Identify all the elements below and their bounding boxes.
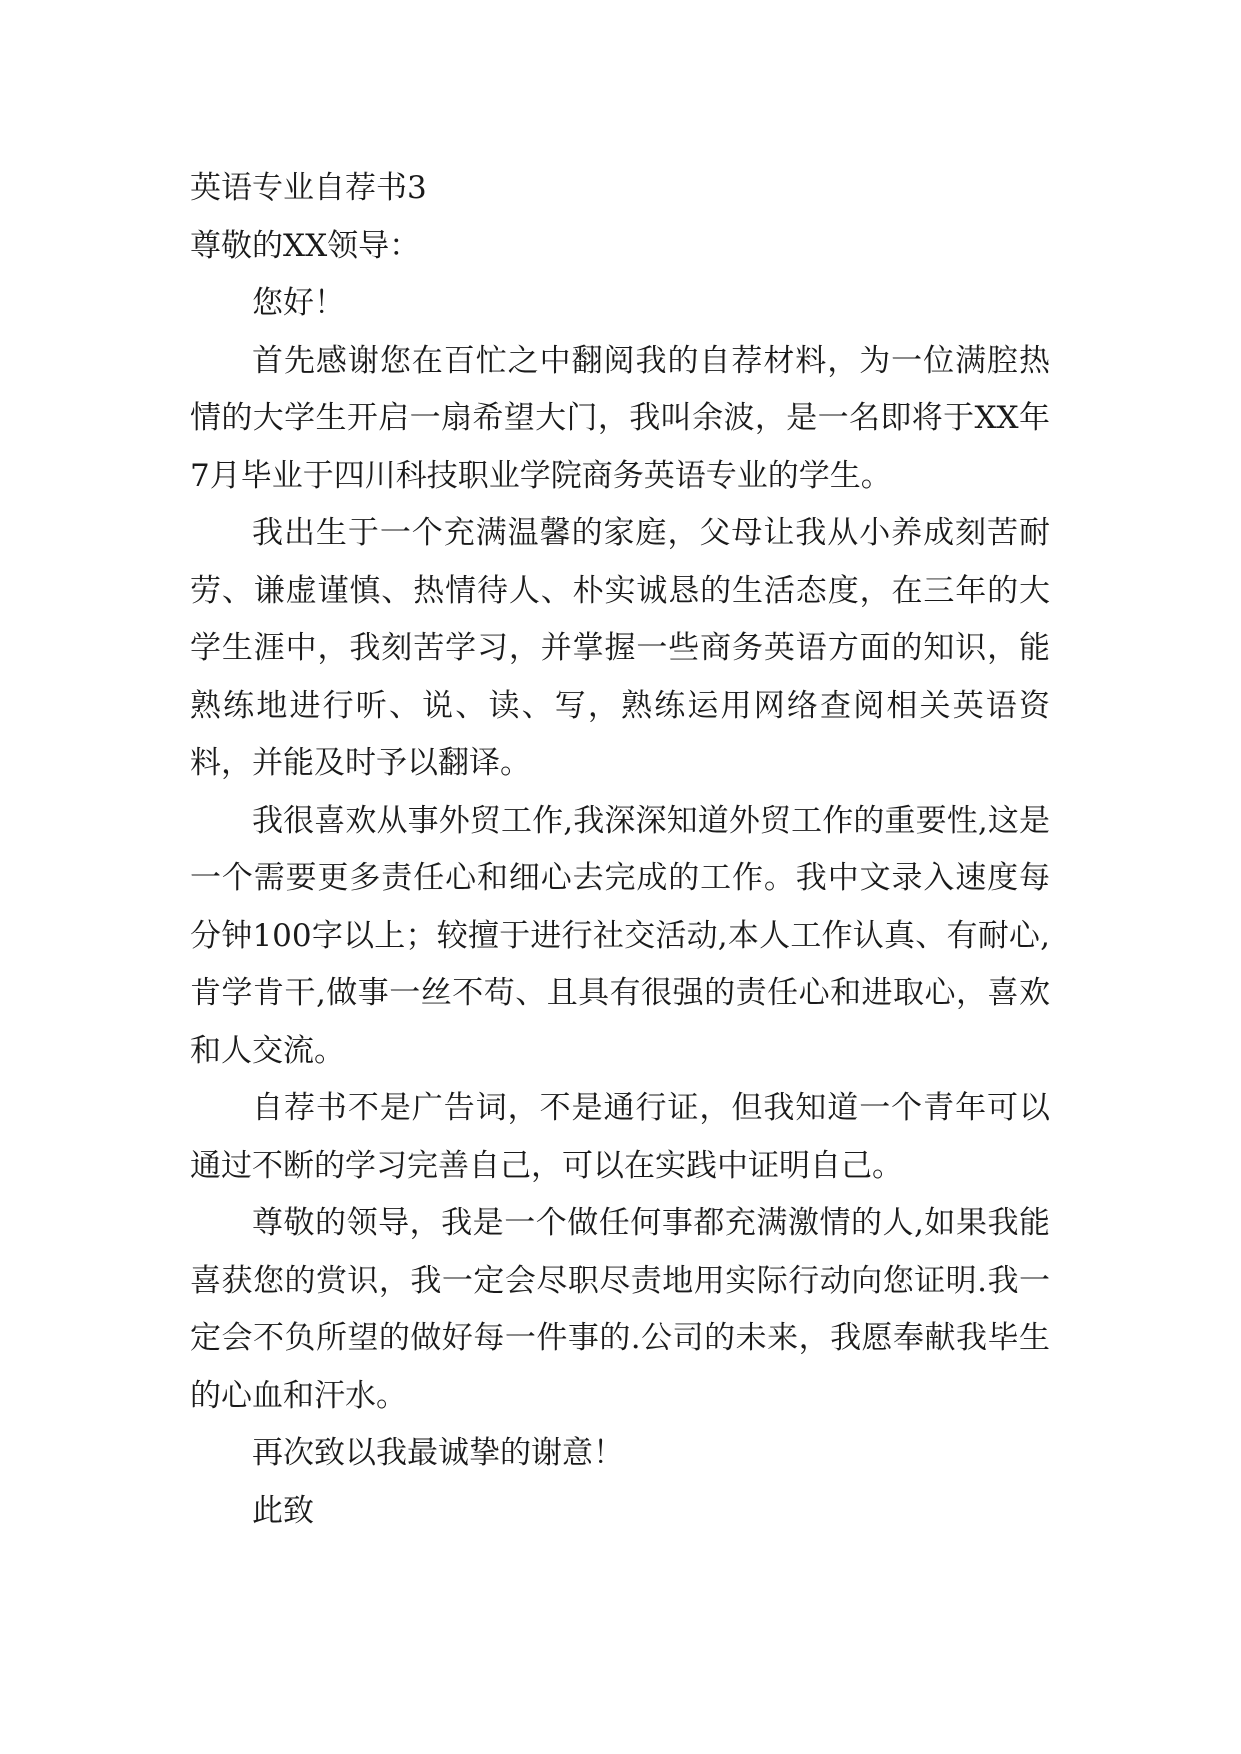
paragraph-commitment: 尊敬的领导，我是一个做任何事都充满激情的人,如果我能喜获您的赏识，我一定会尽职尽责地用实际行动向您证明.我一定会不负所望的做好每一件事的.公司的未来，我愿奉献我毕生的心血和汗水。 [190, 1205, 1050, 1414]
paragraph-self-improvement: 自荐书不是广告词，不是通行证，但我知道一个青年可以通过不断的学习完善自己，可以在实践中证明自己。 [190, 1090, 1050, 1184]
salutation: 尊敬的XX领导： [190, 227, 421, 264]
paragraph-background: 我出生于一个充满温馨的家庭，父母让我从小养成刻苦耐劳、谦虚谨慎、热情待人、朴实诚恳的生活态度，在三年的大学生涯中，我刻苦学习，并掌握一些商务英语方面的知识，能熟练地进行听、说、读、写，熟练运用网络查阅相关英语资料，并能及时予以翻译。 [190, 515, 1050, 781]
document-title: 英语专业自荐书3 [190, 170, 427, 206]
thanks-line: 再次致以我最诚挚的谢意！ [252, 1435, 624, 1471]
greeting: 您好！ [252, 285, 345, 321]
paragraph-intro: 首先感谢您在百忙之中翻阅我的自荐材料，为一位满腔热情的大学生开启一扇希望大门，我叫余波，是一名即将于XX年7月毕业于四川科技职业学院商务英语专业的学生。 [190, 342, 1050, 494]
paragraph-skills: 我很喜欢从事外贸工作,我深深知道外贸工作的重要性,这是一个需要更多责任心和细心去完成的工作。我中文录入速度每分钟100字以上；较擅于进行社交活动,本人工作认真、有耐心,肯学肯干,做事一丝不苟、且具有很强的责任心和进取心，喜欢和人交流。 [190, 802, 1050, 1069]
closing-line: 此致 [252, 1492, 314, 1529]
document-body [190, 160, 1050, 1540]
